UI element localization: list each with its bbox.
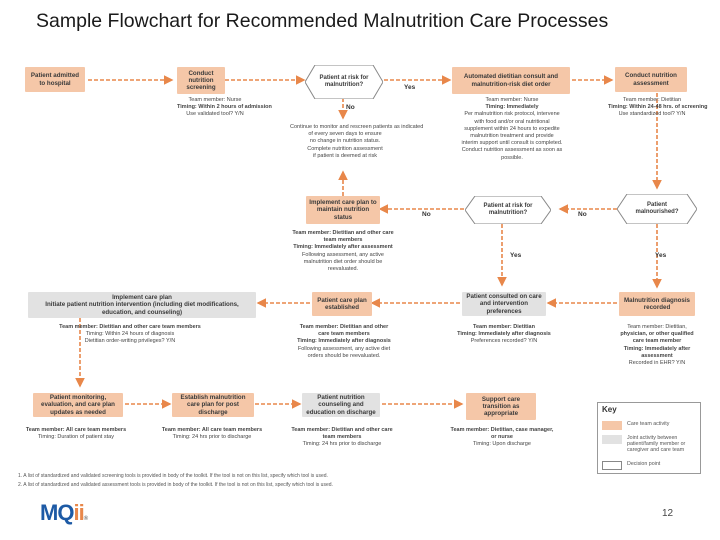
note-implement-plan: Team member: Dietitian and other care team members Timing: Immediately after assessment Following assessment, any active malnutrition diet order should be reevaluated. [292,230,394,273]
legend-swatch-decision [602,461,622,470]
label-yes-1: Yes [404,84,416,91]
page-number: 12 [662,508,674,519]
note-discharge-plan: Team member: All care team members Timing: 24 hrs prior to discharge [161,427,263,441]
legend-title: Key [602,405,617,414]
label-no-1: No [346,104,355,111]
note-assessment: Team member: Dietitian Timing: Within 24-48 hrs. of screening Use standardized tool? Y/N [608,97,708,118]
note-diagnosis-recorded: Team member: Dietitian, physician, or other qualified care team member Timing: Immediately after assessment Recorded in EHR? Y/N [620,324,694,367]
label-yes-2: Yes [510,252,522,259]
note-continue-monitoring: Continue to monitor and rescreen patients as indicated of every seven days to ensure no change in nutrition status. Complete nutrition assessment if patient is deemed at risk [290,124,424,159]
box-automated-consult: Automated dietitian consult and malnutrition-risk diet order [452,67,570,94]
box-support-transition: Support care transition as appropriate [466,393,536,420]
footnote-2: 2. A list of standardized and validated assessment tools is provided in body of the toolkit. If the tool is not on this list, specify which tool is used. [18,482,333,488]
mqii-logo [40,500,87,526]
legend-swatch-care [602,421,622,430]
note-plan-established: Team member: Dietitian and other care team members Timing: Immediately after diagnosis Following assessment, any active diet orders should be reevaluated. [297,324,391,359]
page-title: Sample Flowchart for Recommended Malnutrition Care Processes [36,10,609,32]
decision-at-risk-2-label: Patient at risk for malnutrition? [483,203,533,216]
box-care-plan-wide-text: Implement care plan Initiate patient nutrition intervention (including diet modifications, education, and counseling) [45,294,239,316]
box-discharge-plan: Establish malnutrition care plan for post discharge [172,393,254,417]
decision-at-risk [305,65,383,99]
decision-malnourished-label: Patient malnourished? [635,202,679,215]
logo-ii: ii [73,500,84,525]
label-no-3: No [578,211,587,218]
logo-mark: ® [83,516,88,522]
box-counseling-discharge: Patient nutrition counseling and education on discharge [302,393,380,417]
box-patient-monitoring: Patient monitoring, evaluation, and care plan updates as needed [33,393,123,417]
box-implement-care-plan-wide [28,292,256,318]
note-transition: Team member: Dietitian, case manager, or nurse Timing: Upon discharge [450,427,554,448]
note-screening: Team member: Nurse Timing: Within 2 hours of admission Use validated tool? Y/N [177,97,272,118]
box-diagnosis-recorded: Malnutrition diagnosis recorded [619,292,695,316]
box-patient-consulted: Patient consulted on care and intervention preferences [462,292,546,316]
note-monitoring: Team member: All care team members Timing: Duration of patient stay [25,427,127,441]
legend-key: Key Care team activity Joint activity between patient/family member or caregiver and care team Decision point [597,402,701,474]
note-automated-consult: Team member: Nurse Timing: Immediately Per malnutrition risk protocol, intervene with food and/or oral nutritional supplement within 24 hours to expedite malnutrition treatment and provide interim support until consult is completed. Conduct nutrition assessment as soon as possible. [461,97,563,161]
box-implement-care-plan-maintain: Implement care plan to maintain nutrition status [306,196,380,224]
decision-malnourished [617,194,697,224]
label-yes-3: Yes [655,252,667,259]
box-plan-established: Patient care plan established [312,292,372,316]
logo-text: MQ [40,500,74,525]
box-patient-admitted: Patient admitted to hospital [25,67,85,92]
label-no-2: No [422,211,431,218]
decision-at-risk-label: Patient at risk for malnutrition? [319,75,369,88]
footnote-1: 1. A list of standardized and validated screening tools is provided in body of the toolkit. If the tool is not on this list, specify which tool is used. [18,473,328,479]
note-counseling: Team member: Dietitian and other care team members Timing: 24 hrs prior to discharge [291,427,393,448]
box-conduct-screening: Conduct nutrition screening [177,67,225,94]
legend-swatch-joint [602,435,622,444]
note-care-plan-wide: Team member: Dietitian and other care team members Timing: Within 24 hours of diagnosis Dietitian order-writing privileges? Y/N [59,324,201,345]
decision-at-risk-2 [465,196,551,224]
note-consulted: Team member: Dietitian Timing: Immediately after diagnosis Preferences recorded? Y/N [457,324,551,345]
box-conduct-assessment: Conduct nutrition assessment [615,67,687,92]
